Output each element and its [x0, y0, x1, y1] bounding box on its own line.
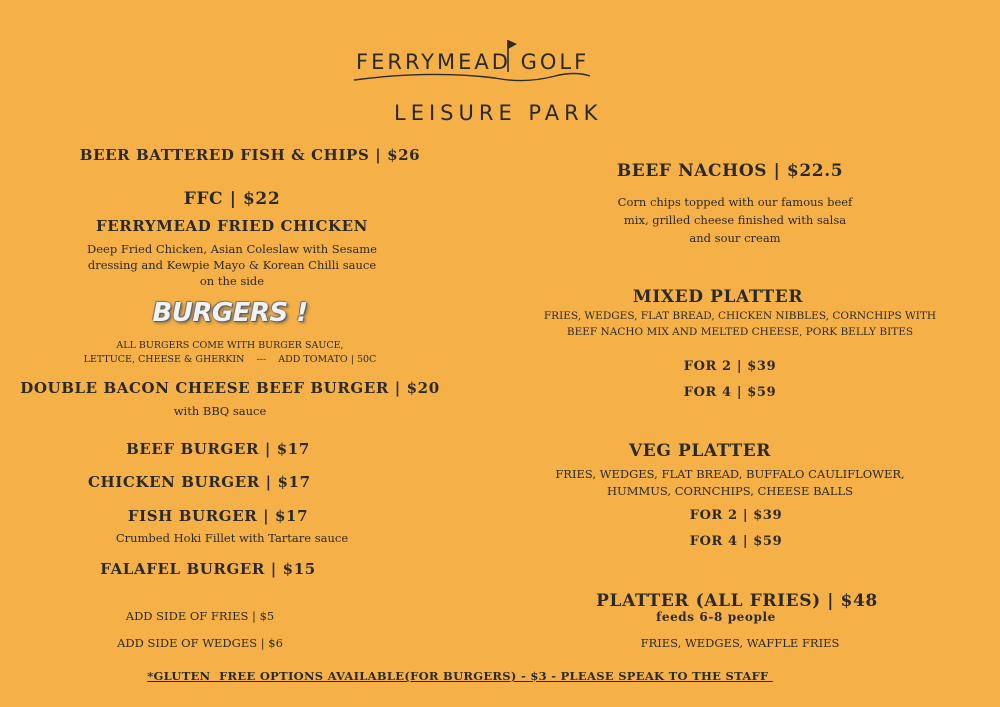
double-bacon-description: with BBQ sauce [173, 404, 267, 418]
menu-item-chicken-burger: CHICKEN BURGER | $17 [88, 473, 311, 491]
ffc-description: Deep Fried Chicken, Asian Coleslaw with Sesame dressing and Kewpie Mayo & Korean Chilli sauce on the side [87, 242, 377, 288]
menu-item-beef-nachos: BEEF NACHOS | $22.5 [616, 161, 844, 181]
veg-platter-description: FRIES, WEDGES, FLAT BREAD, BUFFALO CAULIFLOWER, HUMMUS, CORNCHIPS, CHEESE BALLS [555, 467, 905, 498]
logo-subtitle: LEISURE PARK [394, 101, 603, 125]
logo [350, 38, 603, 125]
logo-title: FERRYMEAD GOLF [356, 50, 590, 74]
menu-item-beef-burger: BEEF BURGER | $17 [126, 440, 310, 458]
menu-item-fish-burger: FISH BURGER | $17 [127, 507, 309, 525]
side-fries: ADD SIDE OF FRIES | $5 [125, 609, 275, 623]
burgers-heading: BURGERS ! [152, 298, 308, 328]
menu-item-ffc-subtitle: FERRYMEAD FRIED CHICKEN [95, 217, 368, 235]
burgers-note: ALL BURGERS COME WITH BURGER SAUCE, LETTUCE, CHEESE & GHERKIN --- ADD TOMATO | 50C [83, 340, 377, 365]
menu-item-ffc: FFC | $22 [183, 189, 281, 209]
side-wedges: ADD SIDE OF WEDGES | $6 [117, 636, 283, 650]
mixed-platter-for-4: FOR 4 | $59 [683, 385, 777, 400]
menu-item-mixed-platter: MIXED PLATTER [632, 287, 804, 307]
fish-burger-description: Crumbed Hoki Fillet with Tartare sauce [115, 531, 349, 545]
mixed-platter-for-2: FOR 2 | $39 [683, 359, 777, 374]
nachos-description: Corn chips topped with our famous beef mix, grilled cheese finished with salsa and sour cream [617, 195, 853, 245]
menu-item-veg-platter: VEG PLATTER [629, 441, 771, 461]
gluten-free-note: *GLUTEN FREE OPTIONS AVAILABLE(FOR BURGERS) - $3 - PLEASE SPEAK TO THE STAFF [147, 669, 773, 683]
veg-platter-for-2: FOR 2 | $39 [689, 508, 783, 523]
menu-item-double-bacon: DOUBLE BACON CHEESE BEEF BURGER | $20 [20, 379, 440, 397]
menu-item-fish-chips: BEER BATTERED FISH & CHIPS | $26 [79, 146, 421, 164]
fries-platter-feeds: feeds 6-8 people [656, 610, 776, 624]
mixed-platter-description: FRIES, WEDGES, FLAT BREAD, CHICKEN NIBBLES, CORNCHIPS WITH BEEF NACHO MIX AND MELTED CHEESE, PORK BELLY BITES [543, 310, 937, 338]
veg-platter-for-4: FOR 4 | $59 [689, 534, 783, 549]
menu-item-fries-platter: PLATTER (ALL FRIES) | $48 [596, 591, 878, 611]
fries-platter-description: FRIES, WEDGES, WAFFLE FRIES [640, 636, 840, 650]
golf-flag-icon [350, 38, 600, 88]
menu-item-falafel-burger: FALAFEL BURGER | $15 [100, 560, 316, 578]
